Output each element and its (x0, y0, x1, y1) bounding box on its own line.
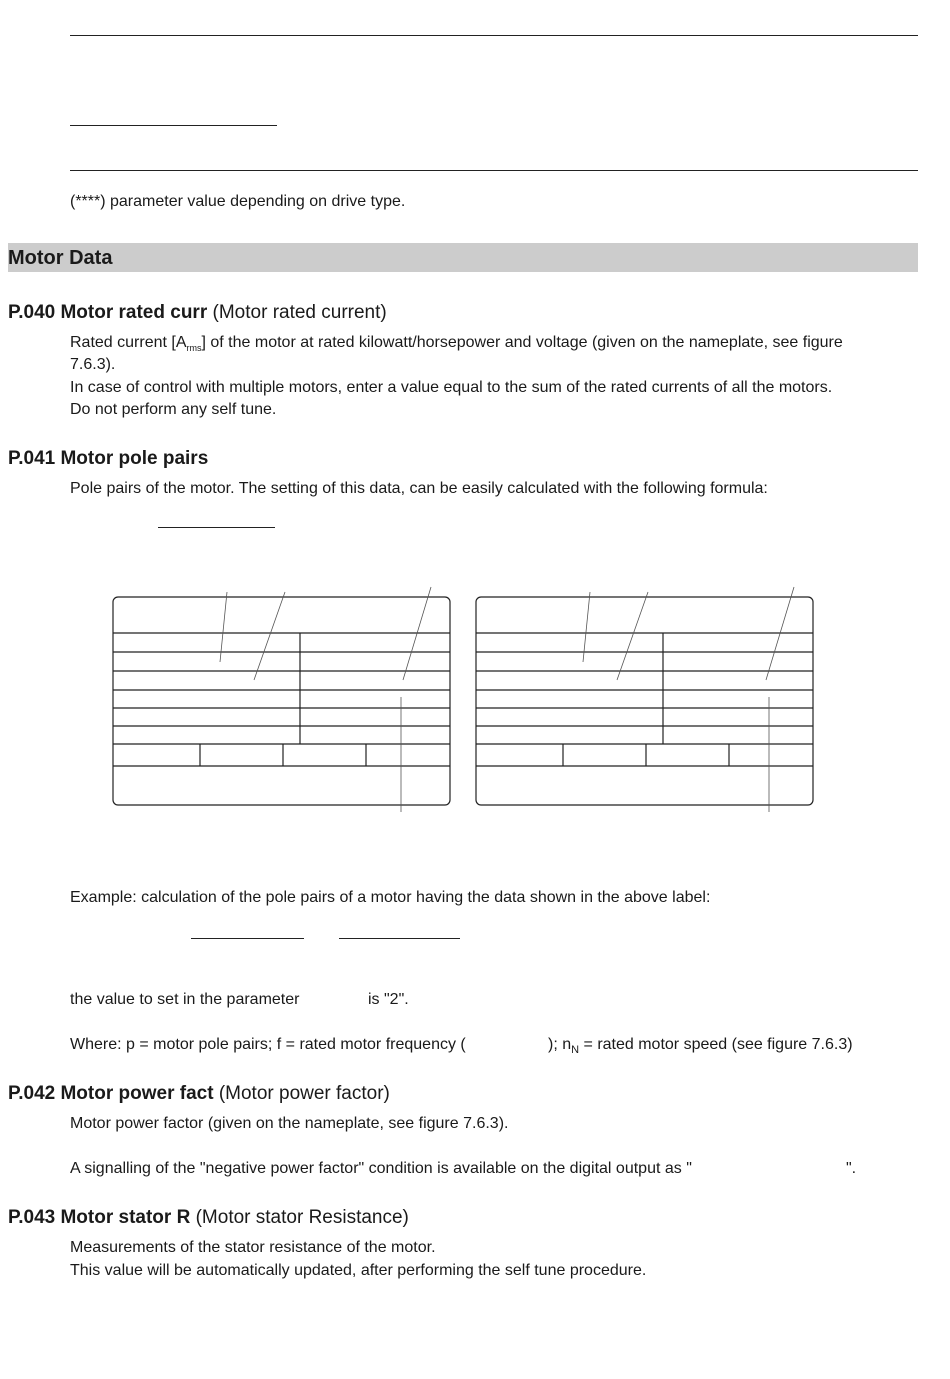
param-name: Motor pole pairs (60, 448, 209, 469)
where-post: = rated motor speed (see figure 7.6.3) (579, 1036, 853, 1053)
drive-type-note: (****) parameter value depending on drive type. (70, 193, 406, 210)
where-mid: ); n (548, 1036, 572, 1053)
p041-where-line-2 (548, 1034, 853, 1061)
param-full-name: (Motor rated current) (212, 302, 387, 323)
p040-line-1-pre: Rated current [A (70, 334, 187, 351)
param-code: P.040 (8, 302, 56, 323)
p042-line-1: Motor power factor (given on the nameplate, see figure 7.6.3). (70, 1115, 509, 1132)
rms-subscript: rms (186, 343, 202, 353)
p042-line-2-pre: A signalling of the "negative power factor" condition is available on the digital output as " (70, 1160, 692, 1177)
p042-line-2-post: ". (846, 1160, 857, 1177)
param-code: P.043 (8, 1207, 56, 1228)
example-fraction-bar-1 (191, 938, 304, 939)
p041-value-post: is "2". (368, 991, 409, 1008)
p040-line-4: Do not perform any self tune. (70, 401, 277, 418)
p040-line-1-post: ] of the motor at rated kilowatt/horsepower and voltage (given on the nameplate, see figure (201, 334, 843, 351)
param-full-name: (Motor stator Resistance) (195, 1207, 409, 1228)
n-subscript: N (571, 1044, 580, 1056)
param-heading-p043 (8, 1206, 409, 1230)
nameplate-right (476, 597, 813, 805)
p041-line-1: Pole pairs of the motor. The setting of this data, can be easily calculated with the following formula: (70, 480, 768, 497)
p040-line-2: 7.6.3). (70, 356, 116, 373)
param-name: Motor stator R (60, 1207, 191, 1228)
p041-example: Example: calculation of the pole pairs of a motor having the data shown in the above label: (70, 889, 711, 906)
param-code: P.042 (8, 1083, 56, 1104)
section-title: Motor Data (8, 247, 113, 269)
param-name: Motor power fact (60, 1083, 214, 1104)
param-code: P.041 (8, 448, 56, 469)
p043-line-2: This value will be automatically updated, after performing the self tune procedure. (70, 1262, 647, 1279)
p041-where-line (70, 1034, 466, 1056)
example-fraction-bar-2 (339, 938, 460, 939)
nameplate-left (113, 597, 450, 805)
where-pre: Where: p = motor pole pairs; f = rated motor frequency ( (70, 1036, 466, 1053)
param-name: Motor rated curr (60, 302, 208, 323)
p041-value-pre: the value to set in the parameter (70, 991, 300, 1008)
param-heading-p042 (8, 1082, 390, 1106)
param-full-name: (Motor power factor) (218, 1083, 390, 1104)
p043-line-1: Measurements of the stator resistance of the motor. (70, 1239, 436, 1256)
p040-line-3: In case of control with multiple motors, enter a value equal to the sum of the rated currents of all the motors. (70, 379, 833, 396)
